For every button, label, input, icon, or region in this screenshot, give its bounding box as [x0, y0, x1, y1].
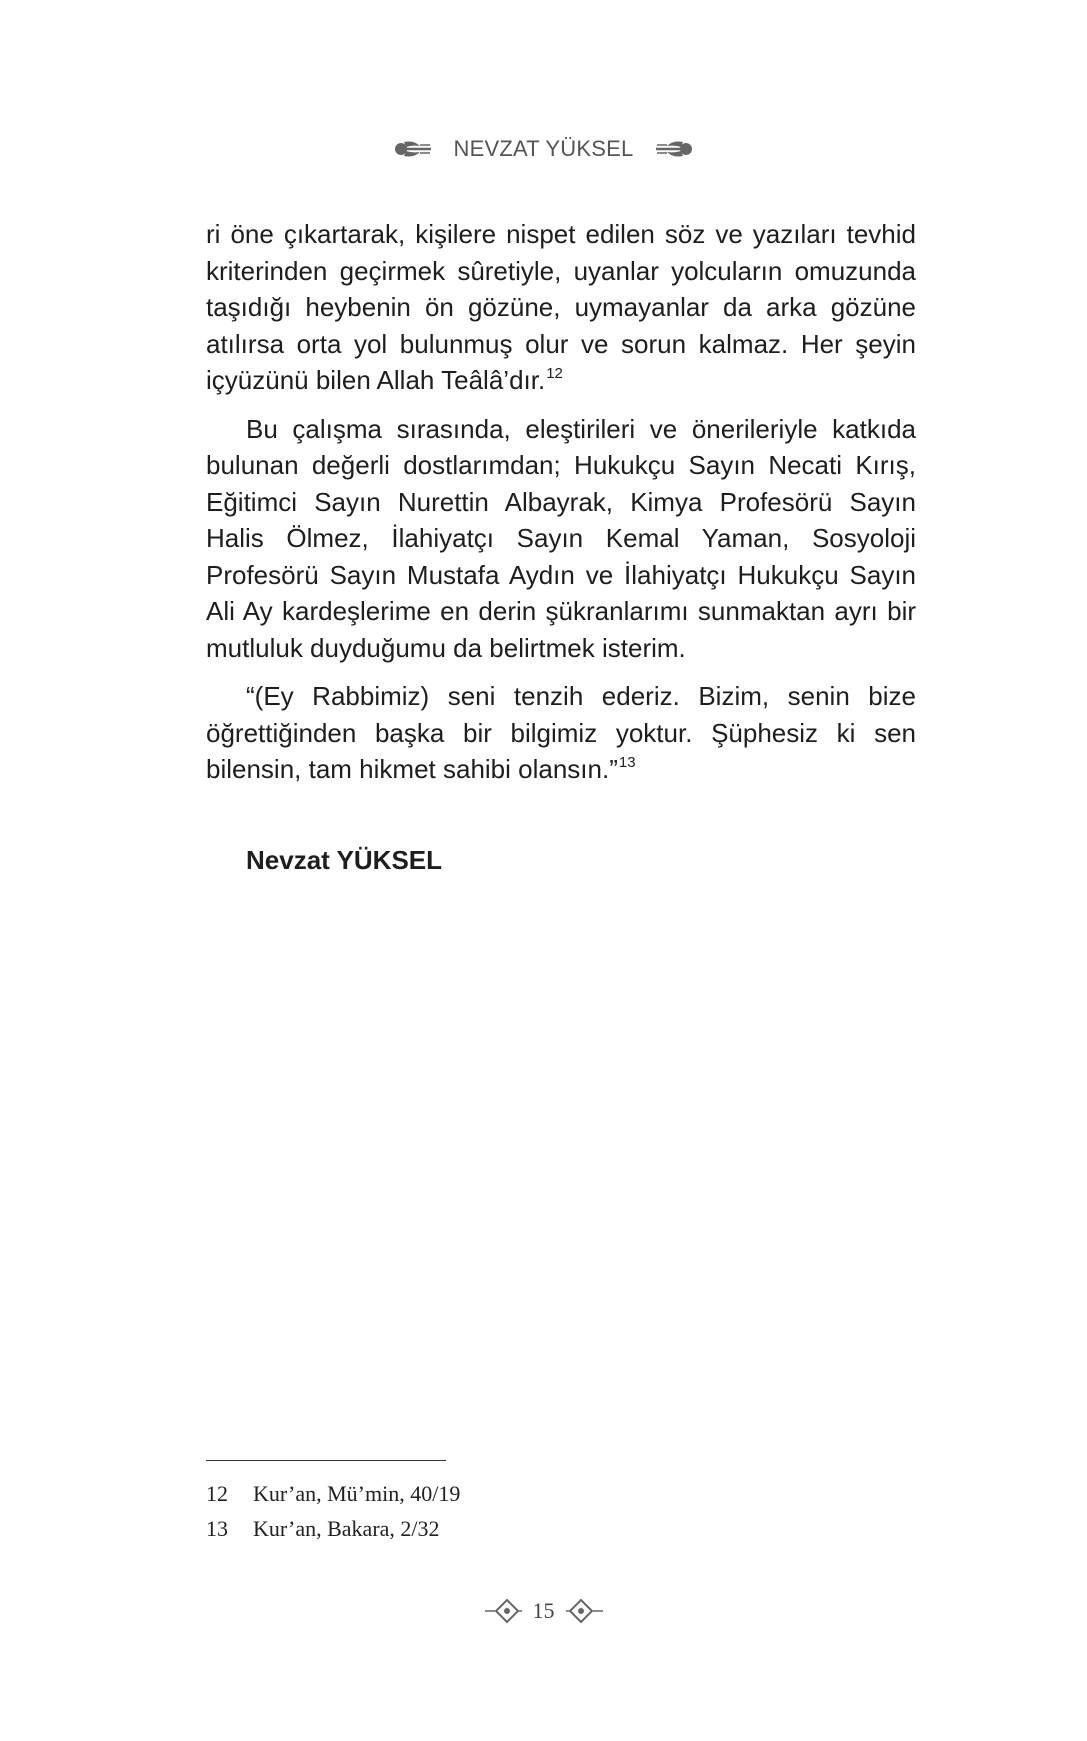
footnote-number: 13 [206, 1516, 228, 1541]
paragraph-3-text: “(Ey Rabbimiz) seni tenzih ederiz. Bizim, senin bize öğrettiğinden başka bir bilgimiz yoktur. Şüphesiz ki sen bilensin, tam hikmet sahibi olansın.” [206, 681, 916, 784]
footnote-divider [206, 1460, 446, 1461]
running-head-title: NEVZAT YÜKSEL [453, 136, 634, 161]
leaf-ornament-icon [394, 136, 432, 162]
body-text [206, 216, 916, 788]
footnote-ref-13: 13 [618, 754, 636, 771]
paragraph-2: Bu çalışma sırasında, eleştirileri ve önerileriyle katkıda bulunan değerli dostlarımdan; Hukukçu Sayın Necati Kırış, Eğitimci Sayın Nurettin Albayrak, Kimya Profesörü Sayın Halis Ölmez, İlahiyatçı Sayın Kemal Yaman, Sosyoloji Profesörü Sayın Mustafa Aydın ve İlahiyatçı Hukukçu Sayın Ali Ay kardeşlerime en derin şükranlarımı sunmaktan ayrı bir mutluluk duyduğumu da belirtmek isterim. [206, 413, 916, 663]
paragraph-3 [206, 678, 916, 788]
diamond-ornament-icon [565, 1596, 605, 1626]
footnote-text: Kur’an, Mü’min, 40/19 [253, 1481, 461, 1506]
footnote-number: 12 [206, 1481, 228, 1506]
footnote-item [206, 1517, 460, 1541]
footnote-text: Kur’an, Bakara, 2/32 [253, 1516, 440, 1541]
page-number: 15 [532, 1598, 555, 1623]
running-head [0, 136, 1087, 162]
footnote-item [206, 1482, 460, 1506]
footnotes [206, 1482, 460, 1552]
page-footer [0, 1596, 1087, 1626]
diamond-ornament-icon [483, 1596, 523, 1626]
footnote-ref-12: 12 [546, 365, 563, 382]
author-signature: Nevzat YÜKSEL [246, 845, 443, 875]
paragraph-1-text: ri öne çıkartarak, kişilere nispet edilen söz ve yazıları tevhid kriterinden geçirmek sûretiyle, uyanlar yolcuların omuzunda taşıdığı heybenin ön gözüne, uymayanlar da arka gözüne atılırsa orta yol bulunmuş olur ve sorun kalmaz. Her şeyin içyüzünü bilen Allah Teâlâ’dır. [206, 219, 916, 395]
paragraph-1 [206, 216, 916, 399]
leaf-ornament-icon [655, 136, 693, 162]
